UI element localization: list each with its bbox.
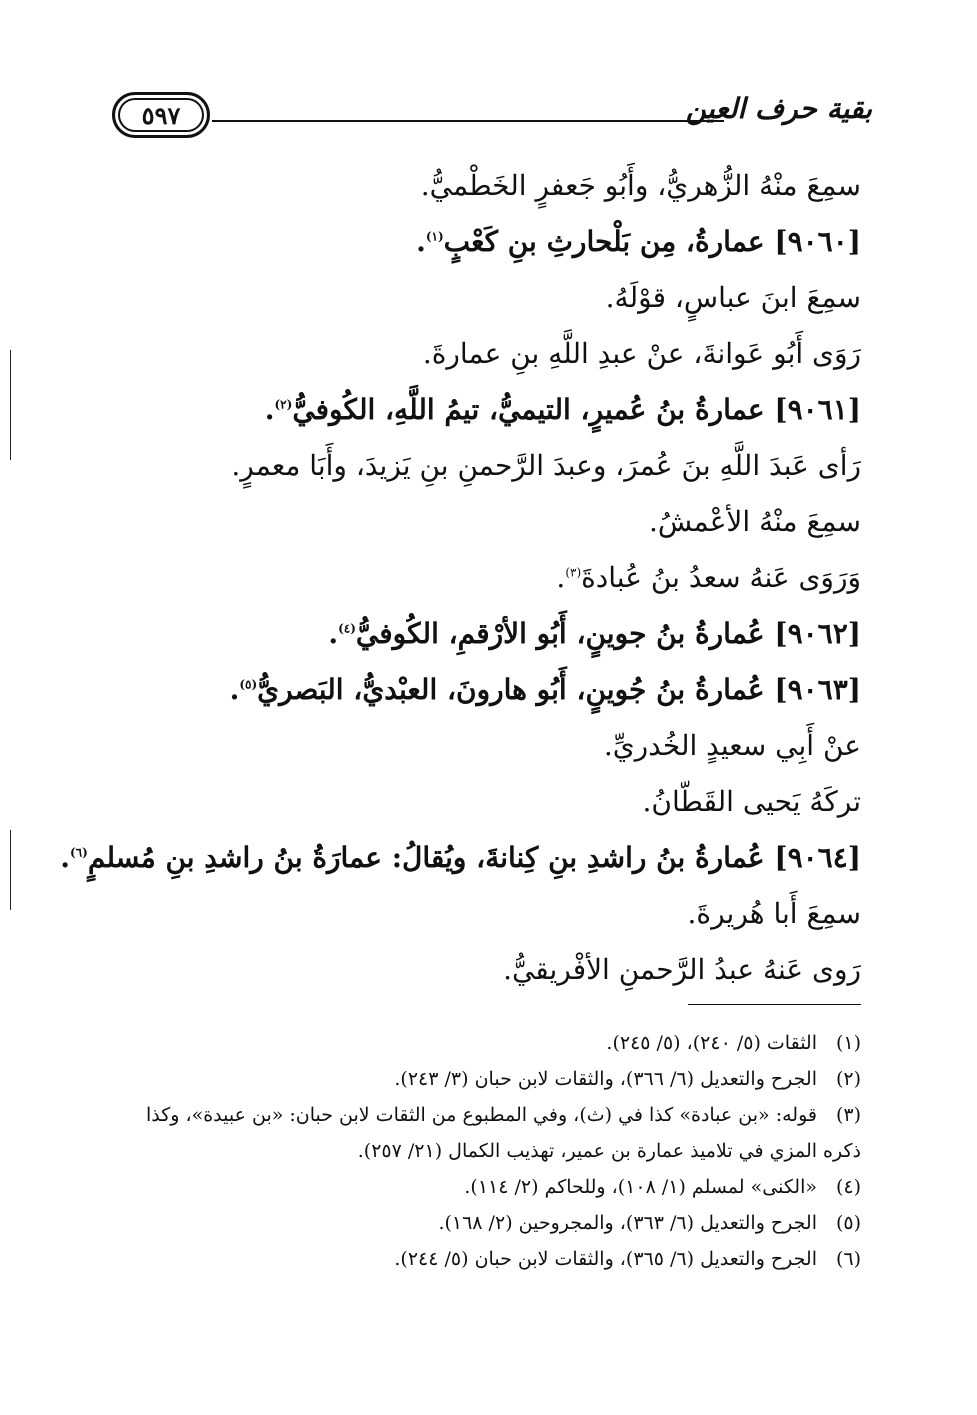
line-end-punct: . <box>229 673 240 706</box>
line-text: رَوَى أَبُو عَوانةَ، عنْ عبدِ اللَّهِ بنِ عمارةَ. <box>422 337 861 370</box>
text-line <box>116 606 861 662</box>
text-line <box>116 382 861 438</box>
footnote-text: الجرح والتعديل (٦/ ٣٦٦)، والثقات لابن حبان (٣/ ٢٤٣). <box>394 1068 817 1090</box>
text-line <box>60 830 861 886</box>
footnote-text: ذكره المزي في تلاميذ عمارة بن عمير، تهذيب الكمال (٢١/ ٢٥٧). <box>357 1140 861 1162</box>
margin-mark <box>10 350 11 460</box>
footnote-text: «الكنى» لمسلم (١/ ١٠٨)، وللحاكم (٢/ ١١٤). <box>464 1176 817 1198</box>
line-text: سمِعَ منْهُ الزُّهريُّ، وأَبُو جَعفرٍ الخَطْميُّ. <box>420 169 861 202</box>
line-text: تركَهُ يَحيى القَطّانُ. <box>642 785 861 818</box>
footnote-text: الجرح والتعديل (٦/ ٣٦٣)، والمجروحين (٢/ ١٦٨). <box>438 1212 817 1234</box>
footnote-line <box>101 1097 861 1133</box>
text-line <box>116 326 861 382</box>
footnote-ref: (١) <box>425 229 444 244</box>
line-end-punct: . <box>556 561 566 594</box>
text-line <box>116 438 861 494</box>
footnote-ref: (٦) <box>69 845 88 860</box>
footnote-mark: (٤) <box>835 1176 861 1198</box>
text-line <box>116 942 861 998</box>
text-line <box>116 550 861 606</box>
line-text: رَوى عَنهُ عبدُ الرَّحمنِ الأفْريقيُّ. <box>503 953 861 986</box>
text-line <box>116 270 861 326</box>
footnote-line <box>101 1241 861 1277</box>
footnote-line <box>101 1205 861 1241</box>
page-header <box>112 92 872 142</box>
line-text: سمِعَ منْهُ الأعْمشُ. <box>648 505 861 538</box>
line-text: [٩٠٦٣] عُمارةُ بنُ جُوينٍ، أَبُو هارونَ، العبْديُّ، البَصريُّ <box>257 673 861 706</box>
text-line <box>116 774 861 830</box>
footnote-separator <box>688 1004 861 1005</box>
line-text: رَأى عَبدَ اللَّهِ بنَ عُمرَ، وعبدَ الرَّحمنِ بنِ يَزيدَ، وأَبَا معمرٍ. <box>231 449 861 482</box>
page-number: ٥٩٧ <box>141 100 181 130</box>
page-number-badge <box>112 92 210 138</box>
running-title: بقية حرف العين <box>685 92 872 125</box>
line-text: وَرَوَى عَنهُ سعدُ بنُ عُبادةَ <box>581 561 861 594</box>
footnote-line <box>101 1133 861 1169</box>
line-text: [٩٠٦٤] عُمارةُ بنُ راشدِ بنِ كِنانةَ، ويُقالُ: عمارَةُ بنُ راشدِ بنِ مُسلمٍ <box>87 841 861 874</box>
line-text: [٩٠٦٢] عُمارةُ بنُ جوينٍ، أَبُو الأرْقمِ، الكُوفيُّ <box>355 617 861 650</box>
footnote-line <box>101 1061 861 1097</box>
footnote-text: الثقات (٥/ ٢٤٠)، (٥/ ٢٤٥). <box>606 1032 817 1054</box>
footnote-ref: (٢) <box>274 397 293 412</box>
footnote-mark: (١) <box>835 1032 861 1054</box>
line-text: سمِعَ أَبا هُريرةَ. <box>687 897 861 930</box>
footnote-mark: (٦) <box>835 1248 861 1270</box>
footnote-mark: (٥) <box>835 1212 861 1234</box>
footnote-line <box>101 1025 861 1061</box>
line-text: سمِعَ ابنَ عباسٍ، قوْلَهُ. <box>605 281 861 314</box>
footnote-text: قوله: «بن عبادة» كذا في (ث)، وفي المطبوع من الثقات لابن حبان: «بن عبيدة»، وكذا <box>145 1104 817 1126</box>
footnote-ref: (٣) <box>565 565 582 580</box>
footnote-mark: (٣) <box>835 1104 861 1126</box>
line-end-punct: . <box>264 393 275 426</box>
footnote-text: الجرح والتعديل (٦/ ٣٦٥)، والثقات لابن حبان (٥/ ٢٤٤). <box>394 1248 817 1270</box>
line-end-punct: . <box>328 617 339 650</box>
text-line <box>116 886 861 942</box>
header-rule <box>212 120 724 122</box>
footnotes <box>101 1025 861 1277</box>
margin-mark <box>10 830 11 910</box>
line-end-punct: . <box>416 225 426 258</box>
text-line <box>116 718 861 774</box>
line-text: [٩٠٦٠] عمارةُ، مِن بَلْحارثِ بنِ كَعْبٍ <box>443 225 861 258</box>
footnote-mark: (٢) <box>835 1068 861 1090</box>
text-line <box>116 214 861 270</box>
line-text: عنْ أَبِي سعيدٍ الخُدريِّ. <box>603 729 861 762</box>
text-line <box>116 494 861 550</box>
text-line <box>116 662 861 718</box>
line-end-punct: . <box>60 841 70 874</box>
line-text: [٩٠٦١] عمارةُ بنُ عُميرٍ، التيميُّ، تيمُ اللَّهِ، الكُوفيُّ <box>292 393 861 426</box>
footnote-line <box>101 1169 861 1205</box>
footnote-ref: (٥) <box>239 677 258 692</box>
text-line <box>116 158 861 214</box>
footnote-ref: (٤) <box>338 621 356 636</box>
main-text <box>60 158 861 998</box>
